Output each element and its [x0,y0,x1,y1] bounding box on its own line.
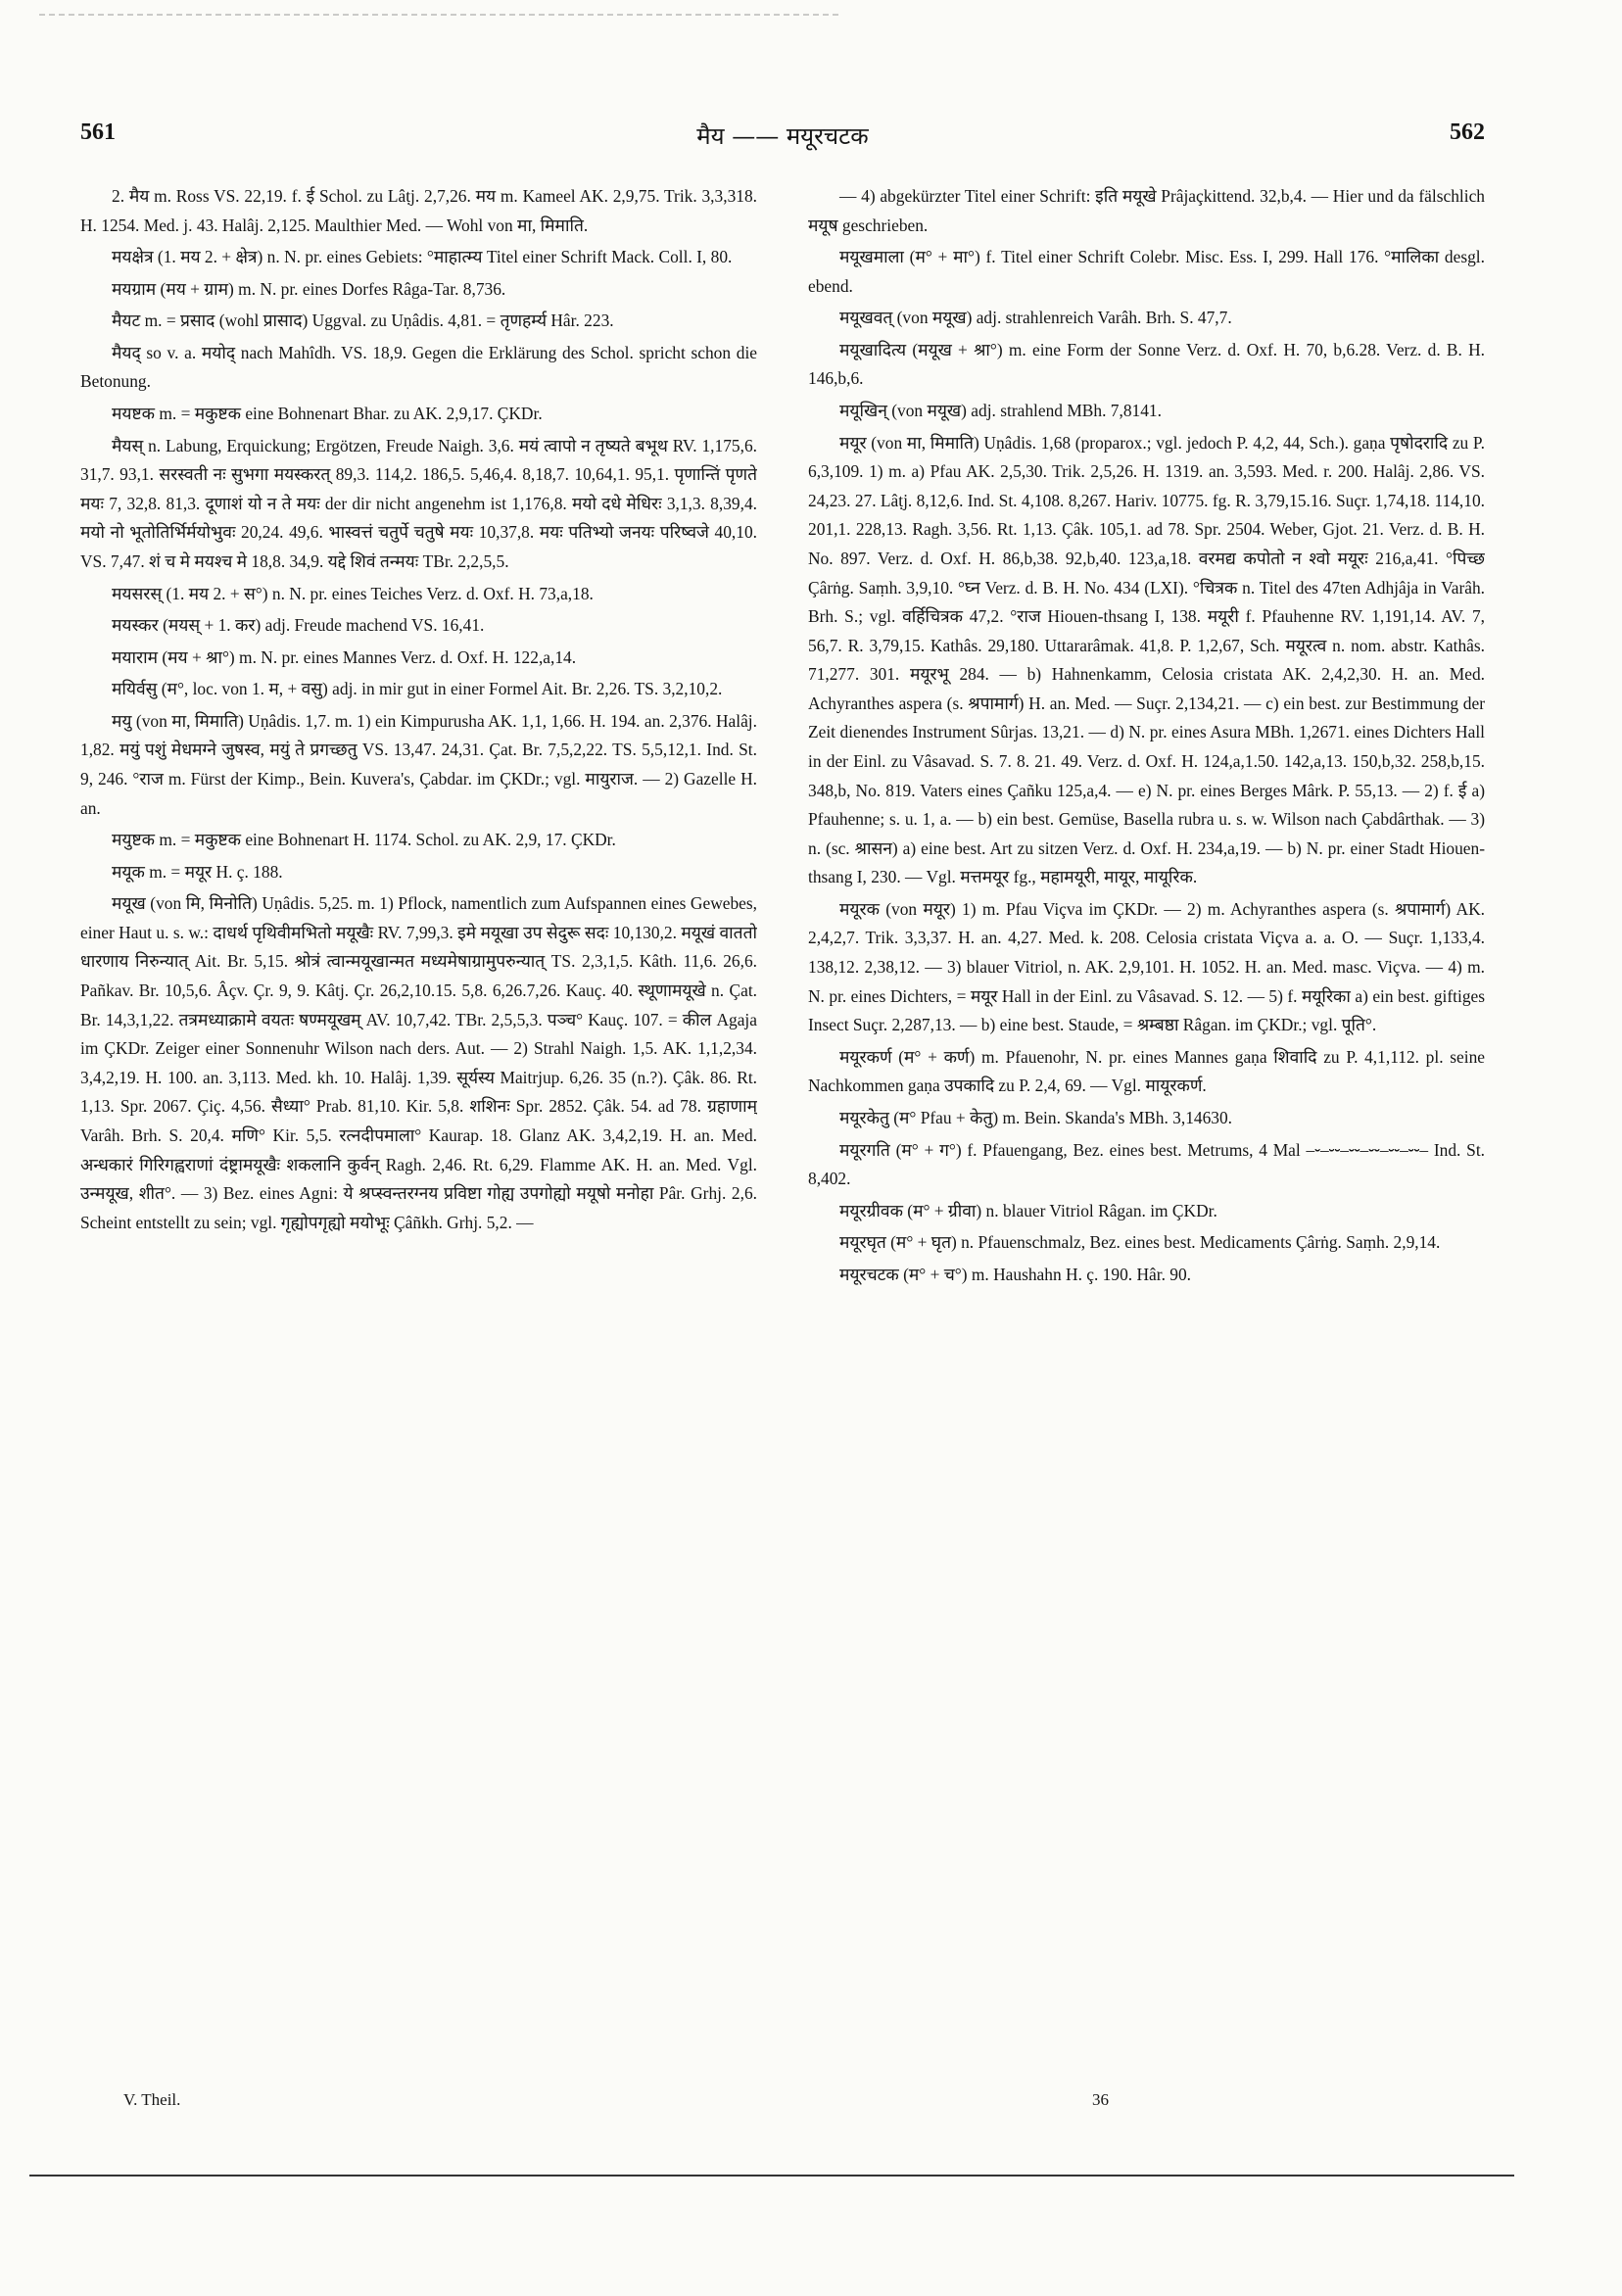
dictionary-entry: मयूखिन् (von मयूख) adj. strahlend MBh. 7,8141. [839,401,1162,421]
dictionary-entry: मयूरकेतु (म° Pfau + केतु) m. Bein. Skanda's MBh. 3,14630. [839,1107,1233,1127]
dictionary-entry: मयूरक (von मयूर) 1) m. Pfau Viçva im ÇKDr. — 2) m. Achyranthes aspera (s. श्रपामार्ग) AK. 2,4,2,7. Trik. 3,3,37. H. an. 4,27. Med. k. 208. Celosia cristata Viçva a. a. O. — Suçr. 1,133,4. 138,12. 2,38,12. — 3) blauer Vitriol, n. AK. 2,9,101. H. 1052. H. an. Med. masc. Viçva. — 4) m. N. pr. eines Dichters, = मयूर Hall in der Einl. zu Vâsavad. S. 12. — 5) f. मयूरिका a) ein best. giftiges Insect Suçr. 2,287,13. — b) eine best. Staude, = श्रम्बष्ठा Râgan. im ÇKDr.; vgl. पूति°. [808,898,1485,1035]
dictionary-entry: मैयद् so v. a. मयोद् nach Mahîdh. VS. 18,9. Gegen die Erklärung des Schol. spricht schon die Betonung. [80,342,757,392]
dictionary-entry: मैयस् n. Labung, Erquickung; Ergötzen, Freude Naigh. 3,6. मयं त्वापो न तृष्यते बभूथ RV. 1,175,6. 31,7. 93,1. सरस्वती नः सुभगा मयस्करत् 89,3. 114,2. 186,5. 5,46,4. 8,18,7. 10,64,1. 95,1. पृणान्तिं पृणते मयः 7, 32,8. 81,3. दूणाशं यो न ते मयः der dir nicht angenehm ist 1,176,8. मयो दधे मेधिरः 3,1,3. 8,39,4. मयो नो भूतोतिर्भिर्मयोभुवः 20,24. 49,6. भास्वत्तं चतुर्पे चतुषे मयः 10,37,8. मयः पतिभ्यो जनयः परिष्वजे 40,10. VS. 7,47. शं च मे मयश्च मे 18,8. 34,9. यद्दे शिवं तन्मयः TBr. 2,2,5,5. [80,435,757,571]
dictionary-entry: मयूरकर्ण (म° + कर्ण) m. Pfauenohr, N. pr. eines Mannes gaṇa शिवादि zu P. 4,1,112. pl. seine Nachkommen gaṇa उपकादि zu P. 2,4, 69. — Vgl. मायूरकर्ण. [808,1046,1485,1096]
dictionary-entry: मयूखमाला (म° + मा°) f. Titel einer Schrift Colebr. Misc. Ess. I, 299. Hall 176. °मालिका desgl. ebend. [808,247,1485,296]
running-title: मैय —— मयूरचटक [696,122,869,150]
dictionary-entry: मयुष्टक m. = मकुष्टक eine Bohnenart H. 1174. Schol. zu AK. 2,9, 17. ÇKDr. [112,830,616,850]
dictionary-entry: मयूरघृत (म° + घृत) n. Pfauenschmalz, Bez. eines best. Medicaments Çârṅg. Saṃh. 2,9,14. [839,1232,1441,1253]
dictionary-entry: मयु (von मा, मिमाति) Uṇâdis. 1,7. m. 1) ein Kimpurusha AK. 1,1, 1,66. H. 194. an. 2,376. Halâj. 1,82. मयुं पशुं मेधमग्ने जुषस्व, मयुं ते प्रगच्छतु VS. 13,47. 24,31. Çat. Br. 7,5,2,22. TS. 5,5,12,1. Ind. St. 9, 246. °राज m. Fürst der Kimp., Bein. Kuvera's, Çabdar. im ÇKDr.; vgl. मायुराज. — 2) Gazelle H. an. [80,710,757,818]
dictionary-entry: मयूर (von मा, मिमाति) Uṇâdis. 1,68 (proparox.; vgl. jedoch P. 4,2, 44, Sch.). gaṇa पृषोदरादि zu P. 6,3,109. 1) m. a) Pfau AK. 2,5,30. Trik. 2,5,26. H. 1319. an. 3,593. Med. r. 200. Halâj. 2,86. VS. 24,23. 27. Lâṭj. 8,12,6. Ind. St. 4,108. 8,267. Hariv. 10775. fg. R. 3,79,15.16. Suçr. 1,74,18. 114,10. 201,1. 228,13. Ragh. 3,56. Rt. 1,13. Çâk. 105,1. ad 78. Spr. 2504. Weber, Gjot. 21. Verz. d. B. H. No. 897. Verz. d. Oxf. H. 86,b,38. 92,b,40. 123,a,18. वरमद्य कपोतो न श्वो मयूरः 216,a,41. °पिच्छ Çârṅg. Saṃh. 3,9,10. °घ्न Verz. d. B. H. No. 434 (LXI). °चित्रक n. Titel des 47ten Adhjâja in Varâh. Brh. S.; vgl. वर्हिचित्रक 47,2. °राज Hiouen-thsang I, 138. मयूरी f. Pfauhenne RV. 1,191,14. AV. 7, 56,7. R. 3,79,15. Kathâs. 29,180. Uttararâmak. 41,8. P. 1,2,67, Sch. मयूरत्व n. nom. abstr. Kathâs. 71,277. 301. मयूरभू 284. — b) Hahnenkamm, Celosia cristata AK. 2,4,2,30. H. an. Med. Achyranthes aspera (s. श्रपामार्ग) H. an. Med. — Suçr. 2,134,21. — c) ein best. zur Bestimmung der Zeit dienendes Instrument Sûrjas. 13,21. — d) N. pr. eines Asura MBh. 1,2671. eines Dichters Hall in der Einl. zu Vâsavad. S. 7. 8. 21. 49. Verz. d. Oxf. H. 124,a,1.50. 142,a,13. 150,b,32. 258,b,15. 348,b, No. 819. Vaters eines Çañku 125,a,4. — e) N. pr. eines Berges Mârk. P. 55,13. — 2) f. ई a) Pfauhenne; s. u. 1, a. — b) ein best. Gemüse, Basella rubra u. s. w. Wilson nach Çabdârthak. — 3) n. (sc. श्रासन) a) eine best. Art zu sitzen Verz. d. Oxf. H. 234,a,19. — b) N. pr. einer Stadt Hiouen-thsang I, 230. — Vgl. मत्तमयूर fg., महामयूरी, मायूर, मायूरिक. [808,432,1485,887]
dictionary-entry: मयष्टक m. = मकुष्टक eine Bohnenart Bhar. zu AK. 2,9,17. ÇKDr. [112,404,543,424]
volume-signature: V. Theil. [123,2090,181,2109]
bottom-rule [29,2175,1514,2176]
page-header [80,120,1485,159]
dictionary-entry: मयूरचटक (म° + च°) m. Haushahn H. ç. 190. Hâr. 90. [839,1264,1192,1284]
page-number-left: 561 [80,120,116,145]
dictionary-entry: — 4) abgekürzter Titel einer Schrift: इति मयूखे Prâjaçkittend. 32,b,4. — Hier und da fälschlich मयूष geschrieben. [808,186,1485,235]
page-number-right: 562 [1450,120,1485,145]
dictionary-entry: मयूरगति (म° + ग°) f. Pfauengang, Bez. eines best. Metrums, 4 Mal –⏑–⏑⏑–⏑⏑–⏑⏑–⏑⏑–⏑⏑– Ind. St. 8,402. [808,1139,1485,1189]
dictionary-entry: मयिर्वसु (म°, loc. von 1. म, + वसु) adj. in mir gut in einer Formel Ait. Br. 2,26. TS. 3,2,10,2. [112,679,723,699]
dictionary-body [80,182,1485,2073]
dictionary-entry: मयग्राम (मय + ग्राम) m. N. pr. eines Dorfes Râga-Tar. 8,736. [112,278,506,299]
right-column [808,182,1485,2073]
dictionary-entry: मैयट m. = प्रसाद (wohl प्रासाद) Uggval. zu Uṇâdis. 4,81. = तृणहर्म्य Hâr. 223. [112,311,614,331]
page-footer [80,2090,1485,2120]
left-column [80,182,757,2073]
dictionary-entry: मयूखादित्य (मयूख + श्रा°) m. eine Form der Sonne Verz. d. Oxf. H. 70, b,6.28. Verz. d. B. H. 146,b,6. [808,339,1485,389]
scan-edge-artifact [39,14,842,16]
dictionary-entry: 2. मैय m. Ross VS. 22,19. f. ई Schol. zu Lâṭj. 2,7,26. मय m. Kameel AK. 2,9,75. Trik. 3,3,318. H. 1254. Med. j. 43. Halâj. 2,125. Maulthier Med. — Wohl von मा, मिमाति. [80,186,757,235]
dictionary-entry: मयक्षेत्र (1. मय 2. + क्षेत्र) n. N. pr. eines Gebiets: °माहात्म्य Titel einer Schrift Mack. Coll. I, 80. [112,247,733,267]
dictionary-entry: मयूक m. = मयूर H. ç. 188. [112,861,283,882]
sheet-number: 36 [1092,2090,1109,2109]
dictionary-entry: मयूखवत् (von मयूख) adj. strahlenreich Varâh. Brh. S. 47,7. [839,308,1232,328]
dictionary-entry: मयसरस् (1. मय 2. + स°) n. N. pr. eines Teiches Verz. d. Oxf. H. 73,a,18. [112,583,594,603]
dictionary-entry: मयाराम (मय + श्रा°) m. N. pr. eines Mannes Verz. d. Oxf. H. 122,a,14. [112,646,577,667]
dictionary-entry: मयस्कर (मयस् + 1. कर) adj. Freude machend VS. 16,41. [112,615,485,636]
dictionary-entry: मयूरग्रीवक (म° + ग्रीवा) n. blauer Vitriol Râgan. im ÇKDr. [839,1200,1217,1220]
dictionary-entry: मयूख (von मि, मिनोति) Uṇâdis. 5,25. m. 1) Pflock, namentlich zum Aufspannen eines Gewebes, einer Haut u. s. w.: दाधर्थ पृथिवीमभितो मयूखैः RV. 7,99,3. इमे मयूखा उप सेदुरू सदः 10,130,2. मयूखं वाततो धारणाय निरुन्यात् Ait. Br. 5,15. श्रोत्रं त्वान्मयूखान्मत मध्यमेषाग्रामुपरुन्यात् TS. 2,3,1,5. Kâth. 11,6. 26,6. Pañkav. Br. 10,5,6. Âçv. Çr. 9, 9. Kâtj. Çr. 26,2,10.15. 5,8. 6,26.7,26. Kauç. 40. स्थूणामयूखे n. Çat. Br. 14,3,1,22. तत्रमध्याक्रामे वयतः षण्मयूखम् AV. 10,7,42. TBr. 2,5,5,3. पञ्च° Kauç. 107. = कील Agaja im ÇKDr. Zeiger einer Sonnenuhr Wilson nach ders. Aut. — 2) Strahl Naigh. 1,5. AK. 1,1,2,34. 3,4,2,19. H. 100. an. 3,113. Med. kh. 10. Halâj. 1,39. सूर्यस्य Maitrjup. 6,26. 35 (n.?). Çâk. 86. Rt. 1,13. Spr. 2067. Çiç. 4,56. सैध्या° Prab. 81,10. Kir. 5,8. शशिनः Spr. 2852. Çâk. 54. ad 78. ग्रहाणाम् Varâh. Brh. S. 20,4. मणि° Kir. 5,5. रत्नदीपमाला° Kaurap. 18. Glanz AK. 3,4,2,19. H. an. Med. अन्धकारं गिरिगह्वराणां दंष्ट्रामयूखैः शकलानि कुर्वन् Ragh. 2,46. Rt. 6,29. Flamme AK. H. an. Med. Vgl. उन्मयूख, शीत°. — 3) Bez. eines Agni: ये श्रप्स्वन्तरग्नय प्रविष्टा गोह्य उपगोह्यो मयूषो मनोहा Pâr. Grhj. 2,6. Scheint entstellt zu sein; vgl. गृह्योपगृह्यो मयोभूः Çâñkh. Grhj. 5,2. — [80,893,757,1232]
